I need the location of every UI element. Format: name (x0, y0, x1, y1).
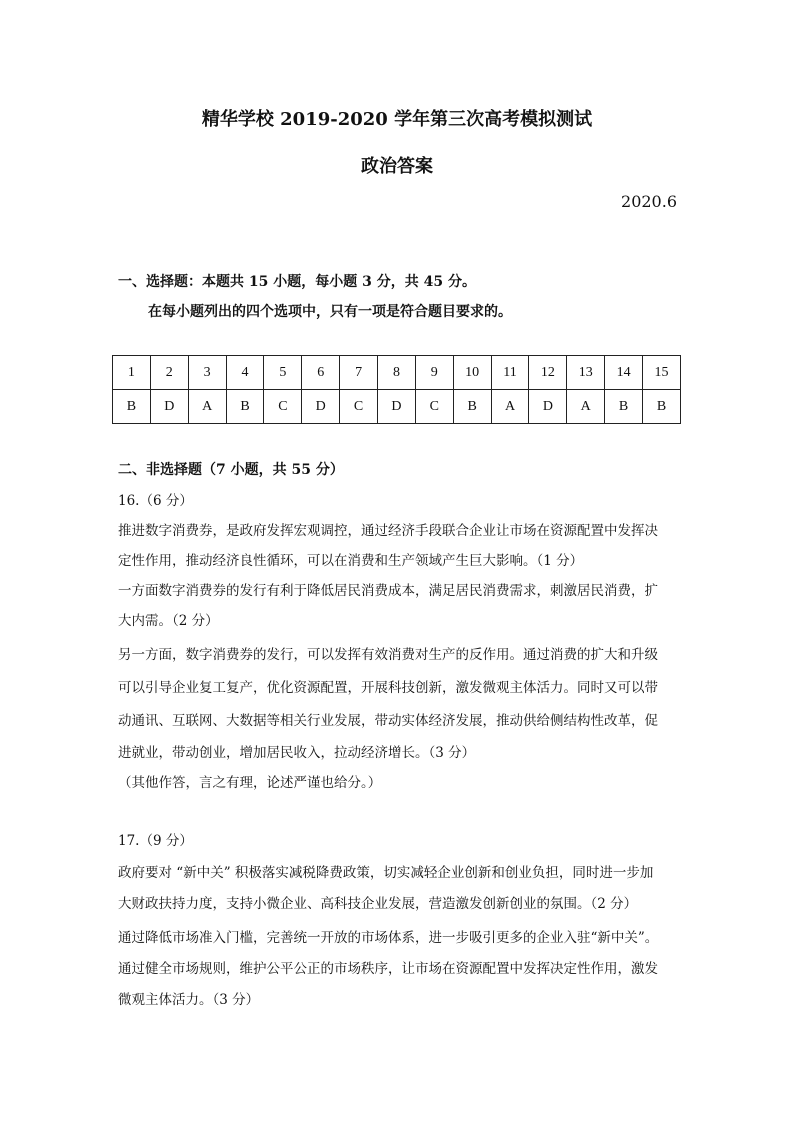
q16-note: （其他作答，言之有理，论述严谨也给分。） (118, 775, 382, 791)
answer-cell: C (340, 390, 378, 424)
q17-answer-line: 通过降低市场准入门槛，完善统一开放的市场体系，进一步吸引更多的企业入驻“新中关”。 (118, 930, 659, 946)
q17-answer-line: 微观主体活力。（3 分） (118, 992, 260, 1008)
answer-cell: A (567, 390, 605, 424)
question-number-cell: 9 (415, 356, 453, 390)
section1-instruction: 在每小题列出的四个选项中，只有一项是符合题目要求的。 (148, 304, 512, 320)
answer-cell: C (415, 390, 453, 424)
question-number-cell: 3 (188, 356, 226, 390)
answer-cell: D (150, 390, 188, 424)
answer-cell: B (226, 390, 264, 424)
answer-cell: D (302, 390, 340, 424)
answer-cell: B (453, 390, 491, 424)
section2-heading: 二、非选择题（7 小题，共 55 分） (118, 462, 344, 478)
question-number-cell: 1 (113, 356, 151, 390)
question-number-cell: 10 (453, 356, 491, 390)
q16-label: 16.（6 分） (118, 493, 193, 509)
question-number-cell: 11 (491, 356, 529, 390)
question-number-cell: 5 (264, 356, 302, 390)
q17-answer-line: 政府要对 “新中关” 积极落实减税降费政策，切实减轻企业创新和创业负担，同时进一步加 (118, 865, 654, 881)
page-subtitle: 政治答案 (361, 156, 433, 177)
q16-answer-line: 推进数字消费券，是政府发挥宏观调控，通过经济手段联合企业让市场在资源配置中发挥决 (118, 523, 658, 539)
q16-answer-line: 动通讯、互联网、大数据等相关行业发展，带动实体经济发展，推动供给侧结构性改革，促 (118, 713, 658, 729)
answer-cell: A (491, 390, 529, 424)
q17-answer-line: 大财政扶持力度，支持小微企业、高科技企业发展，营造激发创新创业的氛围。（2 分） (118, 896, 638, 912)
q16-answer-line: 进就业，带动创业，增加居民收入，拉动经济增长。（3 分） (118, 745, 476, 761)
q16-answer-line: 一方面数字消费券的发行有利于降低居民消费成本，满足居民消费需求，刺激居民消费，扩 (118, 583, 658, 599)
answer-cell: D (378, 390, 416, 424)
document-date: 2020.6 (621, 192, 677, 211)
answer-cell: D (529, 390, 567, 424)
answer-cell: A (188, 390, 226, 424)
q17-label: 17.（9 分） (118, 833, 193, 849)
section1-heading: 一、选择题：本题共 15 小题，每小题 3 分，共 45 分。 (118, 274, 476, 290)
question-number-cell: 13 (567, 356, 605, 390)
question-number-row (113, 356, 681, 390)
question-number-cell: 4 (226, 356, 264, 390)
question-number-cell: 2 (150, 356, 188, 390)
question-number-cell: 7 (340, 356, 378, 390)
q16-answer-line: 可以引导企业复工复产，优化资源配置，开展科技创新，激发微观主体活力。同时又可以带 (118, 680, 658, 696)
answer-table (112, 355, 681, 424)
answer-row (113, 390, 681, 424)
question-number-cell: 8 (378, 356, 416, 390)
answer-cell: B (605, 390, 643, 424)
answer-cell: B (643, 390, 681, 424)
q16-answer-line: 大内需。（2 分） (118, 613, 219, 629)
q16-answer-line: 另一方面，数字消费券的发行，可以发挥有效消费对生产的反作用。通过消费的扩大和升级 (118, 647, 658, 663)
question-number-cell: 12 (529, 356, 567, 390)
question-number-cell: 14 (605, 356, 643, 390)
question-number-cell: 6 (302, 356, 340, 390)
page-title: 精华学校 2019-2020 学年第三次高考模拟测试 (201, 109, 593, 130)
answer-cell: C (264, 390, 302, 424)
q16-answer-line: 定性作用，推动经济良性循环，可以在消费和生产领域产生巨大影响。（1 分） (118, 553, 584, 569)
q17-answer-line: 通过健全市场规则，维护公平公正的市场秩序，让市场在资源配置中发挥决定性作用，激发 (118, 961, 658, 977)
question-number-cell: 15 (643, 356, 681, 390)
answer-cell: B (113, 390, 151, 424)
